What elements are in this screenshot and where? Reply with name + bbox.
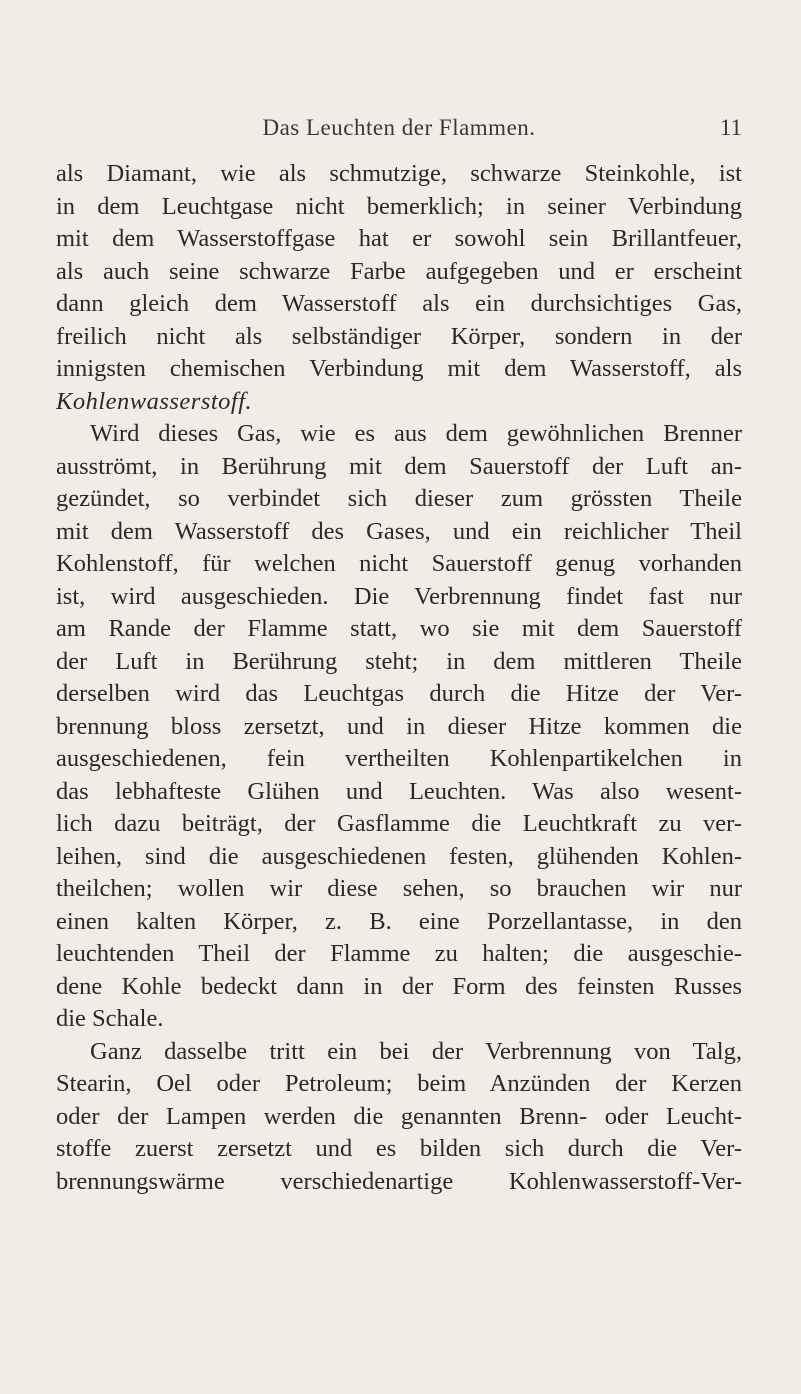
text-line: Stearin, Oel oder Petroleum; beim Anzünden der Kerzen <box>56 1070 742 1097</box>
text-line: Ganz dasselbe tritt ein bei der Verbrennung von Talg, <box>90 1037 742 1065</box>
text-line: mit dem Wasserstoff des Gases, und ein reichlicher Theil <box>56 517 742 545</box>
running-title: Das Leuchten der Flammen. <box>262 115 536 140</box>
text-line: leihen, sind die ausgeschiedenen festen, glühenden Kohlen- <box>56 842 742 870</box>
text-line: Kohlenstoff, für welchen nicht Sauerstoff genug vorhanden <box>56 550 742 577</box>
text-line: als Diamant, wie als schmutzige, schwarze Steinkohle, ist <box>56 160 742 187</box>
text-line: brennung bloss zersetzt, und in dieser Hitze kommen die <box>56 712 742 740</box>
text-line: das lebhafteste Glühen und Leuchten. Was also wesent- <box>56 777 742 805</box>
text-line: dene Kohle bedeckt dann in der Form des feinsten Russes <box>56 972 742 1000</box>
text-line: der Luft in Berührung steht; in dem mittleren Theile <box>56 647 742 675</box>
text-line: ausgeschiedenen, fein vertheilten Kohlenpartikelchen in <box>56 745 742 772</box>
text-line: derselben wird das Leuchtgas durch die Hitze der Ver- <box>56 680 742 707</box>
text-line: die Schale. <box>56 1005 164 1032</box>
text-line: freilich nicht als selbständiger Körper, sondern in der <box>56 322 742 350</box>
running-head <box>56 112 742 144</box>
text-line: einen kalten Körper, z. B. eine Porzellantasse, in den <box>56 907 742 935</box>
text-line: ist, wird ausgeschieden. Die Verbrennung findet fast nur <box>56 582 742 610</box>
text-line: innigsten chemischen Verbindung mit dem Wasserstoff, als <box>56 355 742 382</box>
body-text <box>56 158 742 1198</box>
text-line: als auch seine schwarze Farbe aufgegeben und er erscheint <box>56 257 742 285</box>
text-line: brennungswärme verschiedenartige Kohlenwasserstoff-Ver- <box>56 1167 742 1195</box>
text-line: ausströmt, in Berührung mit dem Sauerstoff der Luft an- <box>56 452 742 480</box>
text-line-emphasis: Kohlenwasserstoff. <box>56 387 253 415</box>
text-line: mit dem Wasserstoffgase hat er sowohl sein Brillantfeuer, <box>56 225 742 252</box>
text-line: theilchen; wollen wir diese sehen, so brauchen wir nur <box>56 875 742 902</box>
text-line: gezündet, so verbindet sich dieser zum grössten Theile <box>56 485 742 512</box>
text-line: oder der Lampen werden die genannten Brenn- oder Leucht- <box>56 1102 742 1130</box>
text-line: dann gleich dem Wasserstoff als ein durchsichtiges Gas, <box>56 290 742 317</box>
text-line: lich dazu beiträgt, der Gasflamme die Leuchtkraft zu ver- <box>56 810 742 837</box>
text-line: stoffe zuerst zersetzt und es bilden sich durch die Ver- <box>56 1135 742 1162</box>
text-line: leuchtenden Theil der Flamme zu halten; die ausgeschie- <box>56 940 742 967</box>
page-number: 11 <box>719 115 742 140</box>
text-line: Wird dieses Gas, wie es aus dem gewöhnlichen Brenner <box>90 420 742 447</box>
text-line: in dem Leuchtgase nicht bemerklich; in seiner Verbindung <box>56 192 742 220</box>
text-line: am Rande der Flamme statt, wo sie mit dem Sauerstoff <box>56 615 742 642</box>
